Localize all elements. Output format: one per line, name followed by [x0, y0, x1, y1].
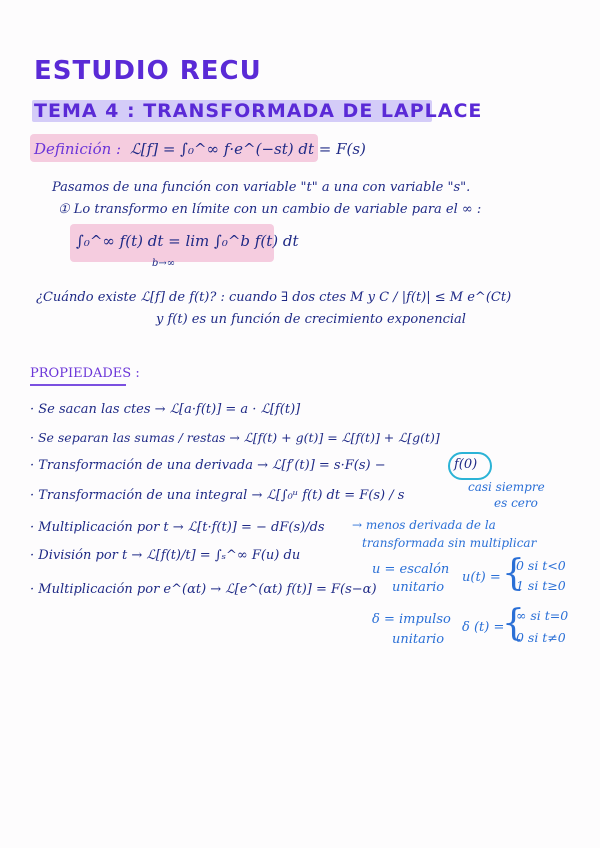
intro-line-2: ① Lo transformo en límite con un cambio de variable para el ∞ : — [58, 202, 482, 217]
step-label-1: u = escalón — [372, 562, 450, 577]
multiplication-note-2: transformada sin multiplicar — [362, 536, 537, 550]
properties-underline — [30, 384, 126, 386]
impulse-case-2: 0 si t≠0 — [516, 630, 566, 645]
property-item: · Multiplicación por e^(αt) → ℒ[e^(αt) f(t)] = F(s−α) — [30, 582, 377, 597]
property-item: · Se sacan las ctes → ℒ[a·f(t)] = a · ℒ[f(t)] — [30, 402, 301, 417]
section-subtitle: TEMA 4 : TRANSFORMADA DE LAPLACE — [34, 100, 483, 122]
property-item: · Se separan las sumas / restas → ℒ[f(t) + g(t)] = ℒ[f(t)] + ℒ[g(t)] — [30, 430, 440, 445]
impulse-function: δ (t) = — [462, 620, 505, 635]
step-case-2: 1 si t≥0 — [516, 578, 566, 593]
derivative-note-1: casi siempre — [468, 480, 545, 494]
derivative-note-2: es cero — [494, 496, 538, 510]
existence-line-1: ¿Cuándo existe ℒ[f] de f(t)? : cuando ∃ dos ctes M y C / |f(t)| ≤ M e^(Ct) — [36, 290, 512, 305]
properties-heading: PROPIEDADES : — [30, 366, 140, 381]
property-item: · Transformación de una derivada → ℒ[f′(t)] = s·F(s) − — [30, 458, 386, 473]
property-item: · División por t → ℒ[f(t)/t] = ∫ₛ^∞ F(u) du — [30, 548, 301, 563]
property-item: · Multiplicación por t → ℒ[t·f(t)] = − dF(s)/ds — [30, 520, 325, 535]
limit-subscript: b→∞ — [152, 258, 176, 269]
existence-line-2: y f(t) es un función de crecimiento exponencial — [156, 312, 466, 327]
impulse-case-1: ∞ si t=0 — [516, 608, 569, 623]
step-case-1: 0 si t<0 — [516, 558, 566, 573]
limit-formula: ∫₀^∞ f(t) dt = lim ∫₀^b f(t) dt — [76, 232, 299, 250]
property-item: · Transformación de una integral → ℒ[∫₀ᵘ f(t) dt = F(s) / s — [30, 488, 405, 503]
step-brace: { — [502, 553, 525, 594]
intro-line-1: Pasamos de una función con variable "t" a una con variable "s". — [52, 180, 471, 195]
step-label-2: unitario — [392, 580, 445, 595]
circled-term-text: f(0) — [454, 457, 478, 472]
multiplication-note-1: → menos derivada de la — [352, 518, 496, 532]
definition-label: Definición : — [34, 140, 122, 158]
impulse-label-1: δ = impulso — [372, 612, 451, 627]
definition-formula: ℒ[f] = ∫₀^∞ f·e^(−st) dt = F(s) — [130, 140, 366, 158]
step-function: u(t) = — [462, 570, 501, 585]
impulse-brace: { — [502, 603, 525, 644]
page-title: ESTUDIO RECU — [34, 56, 262, 86]
impulse-label-2: unitario — [392, 632, 445, 647]
